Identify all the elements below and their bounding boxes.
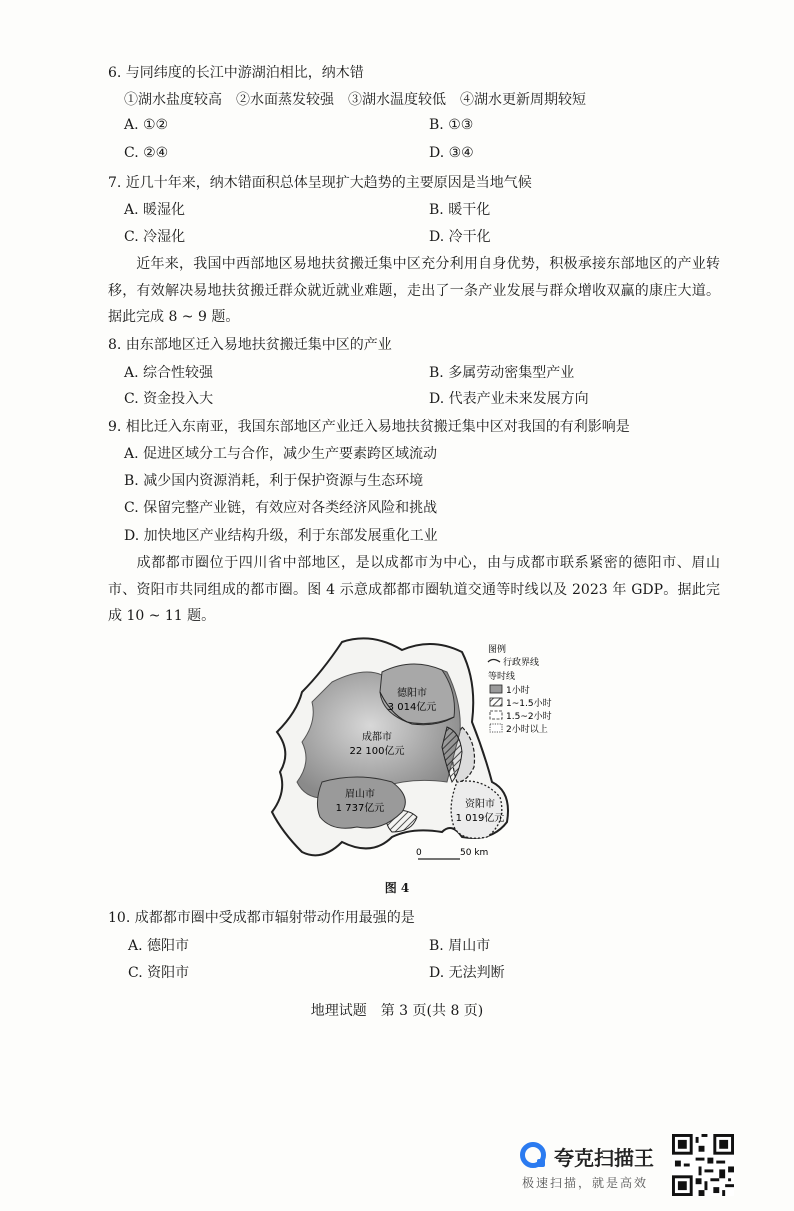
scale-distance: 50 km — [460, 848, 489, 858]
question-6-stem: 6. 与同纬度的长江中游湖泊相比，纳木错 — [108, 65, 364, 81]
legend-label-2h-plus: 2小时以上 — [506, 725, 548, 735]
question-10-option-b: B. 眉山市 — [429, 938, 491, 954]
legend-label-1-5-2h: 1.5~2小时 — [506, 712, 552, 722]
quark-logo-icon — [520, 1142, 546, 1168]
question-9-option-d: D. 加快地区产业结构升级，利于东部发展重化工业 — [124, 528, 438, 544]
legend-boundary-swatch — [488, 660, 500, 663]
question-6-option-b: B. ①③ — [429, 117, 474, 133]
legend-isochrone-title: 等时线 — [488, 672, 516, 682]
legend-title: 图例 — [488, 645, 507, 655]
watermark-slogan: 极速扫描，就是高效 — [522, 1176, 649, 1190]
question-9-option-a: A. 促进区域分工与合作，减少生产要素跨区域流动 — [124, 446, 438, 462]
question-10-stem: 10. 成都都市圈中受成都市辐射带动作用最强的是 — [108, 910, 415, 926]
question-10-option-c: C. 资阳市 — [128, 965, 190, 981]
city-label-deyang: 德阳市 — [397, 688, 427, 699]
legend-label-1-1-5h: 1~1.5小时 — [506, 699, 552, 709]
legend-swatch-1h — [490, 685, 502, 693]
question-9-option-c: C. 保留完整产业链，有效应对各类经济风险和挑战 — [124, 500, 438, 516]
question-8-option-c: C. 资金投入大 — [124, 391, 214, 407]
qr-code-icon — [672, 1134, 734, 1196]
city-label-chengdu: 成都市 — [362, 732, 392, 743]
legend-swatch-1-1-5h — [490, 698, 502, 706]
city-label-meishan: 眉山市 — [345, 789, 375, 800]
legend-label-1h: 1小时 — [506, 686, 530, 696]
legend-boundary-label: 行政界线 — [503, 658, 540, 668]
question-7-option-c: C. 冷湿化 — [124, 229, 186, 245]
legend-swatch-2h-plus — [490, 724, 502, 732]
city-gdp-chengdu: 22 100亿元 — [349, 746, 405, 757]
question-8-option-d: D. 代表产业未来发展方向 — [429, 391, 589, 407]
scale-bar — [416, 848, 488, 859]
chengdu-metro-map — [262, 632, 562, 872]
map-legend — [488, 643, 552, 735]
scale-zero: 0 — [416, 848, 422, 858]
question-9-option-b: B. 减少国内资源消耗，利于保护资源与生态环境 — [124, 473, 424, 489]
question-8-option-b: B. 多属劳动密集型产业 — [429, 365, 575, 381]
question-8-option-a: A. 综合性较强 — [124, 365, 214, 381]
question-7-stem: 7. 近几十年来，纳木错面积总体呈现扩大趋势的主要原因是当地气候 — [108, 175, 532, 191]
question-10-option-d: D. 无法判断 — [429, 965, 505, 981]
legend-swatch-1-5-2h — [490, 711, 502, 719]
passage-8-9 — [108, 251, 720, 331]
figure-caption: 图 4 — [384, 881, 410, 895]
scanner-watermark — [520, 1134, 740, 1204]
question-6-statements: ①湖水盐度较高 ②水面蒸发较强 ③湖水温度较低 ④湖水更新周期较短 — [124, 92, 586, 108]
watermark-brand: 夸克扫描王 — [554, 1146, 654, 1170]
passage-10-11 — [108, 550, 720, 630]
city-gdp-ziyang: 1 019亿元 — [455, 813, 505, 824]
question-6-option-d: D. ③④ — [429, 145, 474, 161]
question-8-stem: 8. 由东部地区迁入易地扶贫搬迁集中区的产业 — [108, 337, 392, 353]
question-7-option-d: D. 冷干化 — [429, 229, 491, 245]
question-7-option-a: A. 暖湿化 — [124, 202, 186, 218]
question-10-option-a: A. 德阳市 — [128, 938, 190, 954]
passage-10-11-text: 成都都市圈位于四川省中部地区，是以成都市为中心，由与成都市联系紧密的德阳市、眉山市、资阳市共同组成的都市圈。图 4 示意成都都市圈轨道交通等时线以及 2023 年 GDP。据此完成 10 ~ 11 题。 — [108, 555, 720, 624]
question-6-option-c: C. ②④ — [124, 145, 169, 161]
question-9-stem: 9. 相比迁入东南亚，我国东部地区产业迁入易地扶贫搬迁集中区对我国的有利影响是 — [108, 419, 630, 435]
city-gdp-meishan: 1 737亿元 — [335, 803, 385, 814]
question-6-option-a: A. ①② — [124, 117, 169, 133]
city-label-ziyang: 资阳市 — [465, 799, 495, 810]
passage-8-9-text: 近年来，我国中西部地区易地扶贫搬迁集中区充分利用自身优势，积极承接东部地区的产业转移，有效解决易地扶贫搬迁群众就近就业难题，走出了一条产业发展与群众增收双赢的康庄大道。据此完成 8 ~ 9 题。 — [108, 256, 720, 325]
city-gdp-deyang: 3 014亿元 — [387, 702, 437, 713]
page-footer: 地理试题 第 3 页(共 8 页) — [310, 1003, 484, 1019]
question-7-option-b: B. 暖干化 — [429, 202, 491, 218]
